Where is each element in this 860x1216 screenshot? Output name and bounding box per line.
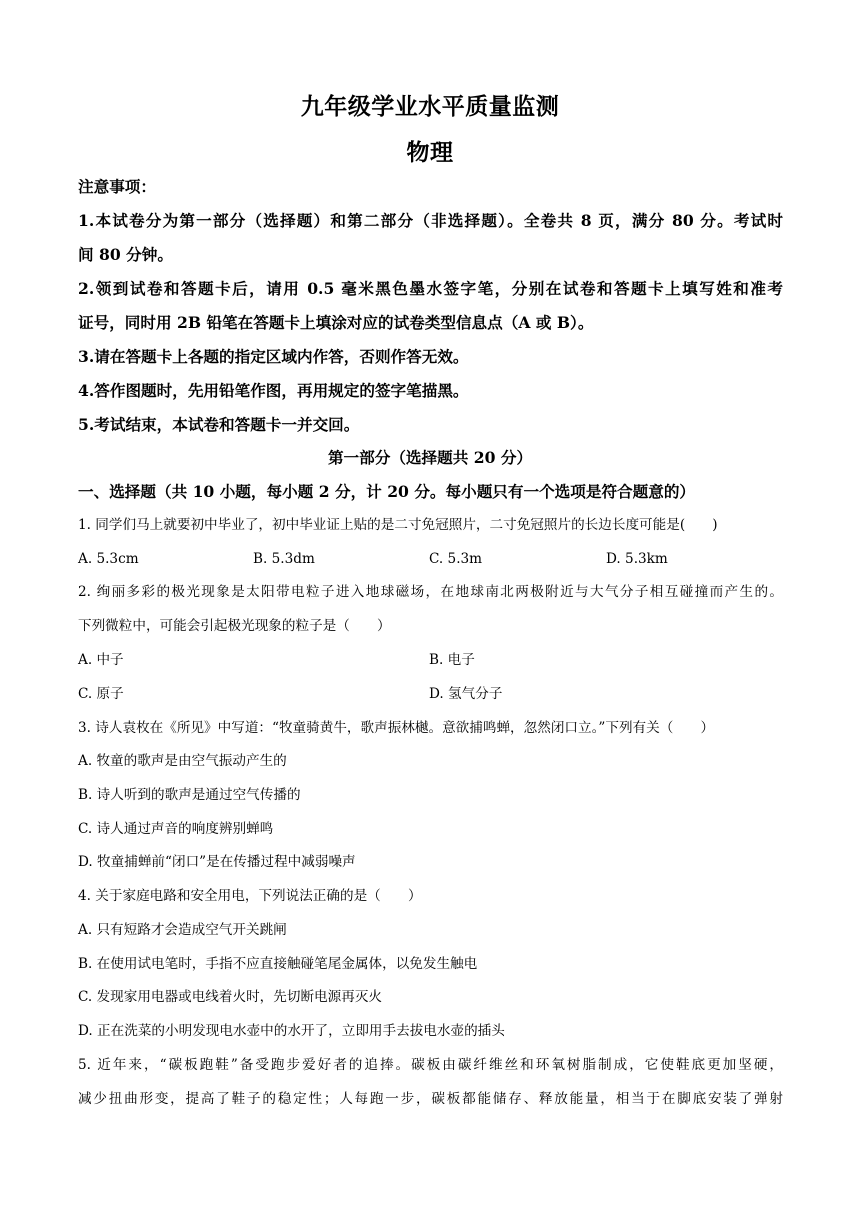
question-4-option-b: B. 在使用试电笔时，手指不应直接触碰笔尾金属体，以免发生触电 xyxy=(78,956,478,972)
question-3-option-b: B. 诗人听到的歌声是通过空气传播的 xyxy=(78,787,301,803)
notice-item-1-line-1: 1.本试卷分为第一部分（选择题）和第二部分（非选择题）。全卷共 8 页，满分 80 分。考试时 xyxy=(78,211,783,230)
question-2-option-d: D. 氢气分子 xyxy=(429,686,503,702)
question-2-option-b: B. 电子 xyxy=(429,652,475,668)
question-1-option-a: A. 5.3cm xyxy=(78,551,139,567)
question-1-stem: 1. 同学们马上就要初中毕业了，初中毕业证上贴的是二寸免冠照片，二寸免冠照片的长边长度可能是( ) xyxy=(78,517,718,533)
exam-title: 九年级学业水平质量监测 xyxy=(300,93,560,120)
question-1-option-b: B. 5.3dm xyxy=(253,551,315,567)
question-2-stem-line-1: 2. 绚丽多彩的极光现象是太阳带电粒子进入地球磁场，在地球南北两极附近与大气分子相互碰撞而产生的。 xyxy=(78,584,783,600)
question-4-option-a: A. 只有短路才会造成空气开关跳闸 xyxy=(78,922,287,938)
notice-item-3: 3.请在答题卡上各题的指定区域内作答，否则作答无效。 xyxy=(78,347,469,366)
notice-item-2-line-1: 2.领到试卷和答题卡后，请用 0.5 毫米黑色墨水签字笔，分别在试卷和答题卡上填写姓和准考 xyxy=(78,279,783,298)
notice-heading: 注意事项： xyxy=(78,177,156,196)
question-3-option-c: C. 诗人通过声音的响度辨别蝉鸣 xyxy=(78,821,274,837)
notice-item-5: 5.考试结束，本试卷和答题卡一并交回。 xyxy=(78,415,360,434)
notice-item-2-line-2: 证号，同时用 2B 铅笔在答题卡上填涂对应的试卷类型信息点（A 或 B）。 xyxy=(78,313,594,332)
question-5-stem-line-1: 5. 近年来，“碳板跑鞋”备受跑步爱好者的追捧。碳板由碳纤维丝和环氧树脂制成，它使鞋底更加坚硬， xyxy=(78,1057,783,1073)
notice-item-1-line-2: 间 80 分钟。 xyxy=(78,245,173,264)
question-2-option-a: A. 中子 xyxy=(78,652,124,668)
question-2-stem-line-2: 下列微粒中，可能会引起极光现象的粒子是（ ） xyxy=(78,618,391,634)
question-4-option-c: C. 发现家用电器或电线着火时，先切断电源再灭火 xyxy=(78,989,383,1005)
notice-item-4: 4.答作图题时，先用铅笔作图，再用规定的签字笔描黑。 xyxy=(78,381,469,400)
question-2-option-c: C. 原子 xyxy=(78,686,124,702)
question-1-option-d: D. 5.3km xyxy=(606,551,668,567)
part1-heading: 第一部分（选择题共 20 分） xyxy=(327,448,533,467)
section-heading: 一、选择题（共 10 小题，每小题 2 分，计 20 分。每小题只有一个选项是符合题意的） xyxy=(78,482,696,501)
question-1-option-c: C. 5.3m xyxy=(429,551,483,567)
question-3-stem: 3. 诗人袁枚在《所见》中写道：“牧童骑黄牛，歌声振林樾。意欲捕鸣蝉，忽然闭口立。”下列有关（ ） xyxy=(78,720,715,736)
question-5-stem-line-2: 减少扭曲形变，提高了鞋子的稳定性；人每跑一步，碳板都能储存、释放能量，相当于在脚底安装了弹射 xyxy=(78,1091,783,1107)
subject-title: 物理 xyxy=(406,139,454,166)
question-4-stem: 4. 关于家庭电路和安全用电，下列说法正确的是（ ） xyxy=(78,888,422,904)
question-3-option-a: A. 牧童的歌声是由空气振动产生的 xyxy=(78,753,287,769)
question-3-option-d: D. 牧童捕蝉前“闭口”是在传播过程中减弱噪声 xyxy=(78,854,356,870)
question-4-option-d: D. 正在洗菜的小明发现电水壶中的水开了，立即用手去拔电水壶的插头 xyxy=(78,1023,505,1039)
